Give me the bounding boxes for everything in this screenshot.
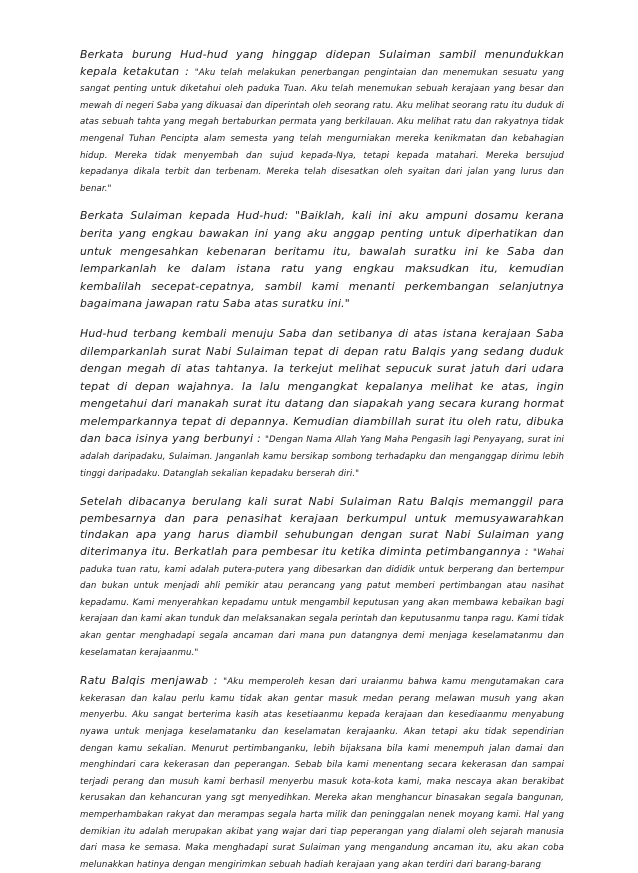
paragraph-quote-text: "Wahai paduka tuan ratu, kami adalah putera-putera yang dibesarkan dan dididik untuk berperang dan bertempur dan bukan untuk menjadi ahli pemikir atau perancang yang patut memberi pertimbangan atau nasihat kepadamu. Kami menyerahkan kepadamu untuk mengambil keputusan yang akan membawa kebaikan bagi kerajaan dan kami akan tunduk dan melaksanakan segala perintah dan keputusanmu tanpa ragu. Kami tidak akan gentar menghadapi segala ancaman dari mana pun datangnya demi menjaga keselamatanmu dan keselamatan kerajaanmu." [80,548,564,658]
paragraph-quote-text: "Aku memperoleh kesan dari uraianmu bahwa kamu mengutamakan cara kekerasan dan kalau perlu kamu tidak akan gentar masuk medan perang melawan musuh yang akan menyerbu. Aku sangat berterima kasih atas kesetiaanmu kepada kerajaan dan kesediaanmu menyabung nyawa untuk menjaga keselamatanku dan keselamatan kerajaanku. Akan tetapi aku tidak sependirian dengan kamu sekalian. Menurut pertimbanganku, lebih bijaksana bila kami menempuh jalan damai dan menghindari cara kekerasan dan peperangan. Sebab bila kami menentang secara kekerasan dan sampai terjadi perang dan musuh kami berhasil menyerbu masuk kota-kota kami, maka nescaya akan berakibat kerusakan dan kehancuran yang sgt menyedihkan. Mereka akan menghancur binasakan segala bangunan, memperhambakan rakyat dan merampas segala harta milik dan peninggalan nenek moyang kami. Hal yang demikian itu adalah merupakan akibat yang wajar dari tiap peperangan yang dialami oleh sejarah manusia dari masa ke semasa. Maka menghadapi surat Sulaiman yang mengandung ancaman itu, aku akan coba melunakkan hatinya dengan mengirimkan sebuah hadiah kerajaan yang akan terdiri dari barang-barang [80,677,564,870]
paragraph-council-advice [80,494,564,661]
paragraph-lead-text: Berkata burung Hud-hud yang hinggap didepan Sulaiman sambil menundukkan kepala ketakutan : [80,48,564,78]
paragraph-sulaiman-reply [80,208,564,314]
paragraph-lead-text: Hud-hud terbang kembali menuju Saba dan setibanya di atas istana kerajaan Saba dilemparkanlah surat Nabi Sulaiman tepat di depan ratu Balqis yang sedang duduk dengan megah di atas tahtanya. Ia terkejut melihat sepucuk surat jatuh dari udara tepat di depan wajahnya. Ia lalu mengangkat kepalanya melihat ke atas, ingin mengetahui dari manakah surat itu datang dan siapakah yang secara kurang hormat melemparkannya tepat di depannya. Kemudian diambillah surat itu oleh ratu, dibuka dan baca isinya yang berbunyi : [80,326,564,446]
paragraph-lead-text: Berkata Sulaiman kepada Hud-hud: "Baiklah, kali ini aku ampuni dosamu kerana berita yang engkau bawakan ini yang aku anggap penting untuk diperhatikan dan untuk mengesahkan kebenaran beritamu itu, bawalah suratku ini ke Saba dan lemparkanlah ke dalam istana ratu yang engkau maksudkan itu, kemudian kembalilah secepat-cepatnya, sambil kami menanti perkembangan selanjutnya bagaimana jawapan ratu Saba atas suratku ini." [80,209,564,311]
paragraph-lead-text: Setelah dibacanya berulang kali surat Nabi Sulaiman Ratu Balqis memanggil para pembesarnya dan para penasihat kerajaan berkumpul untuk memusyawarahkan tindakan apa yang harus diambil sehubungan dengan surat Nabi Sulaiman yang diterimanya itu. Berkatlah para pembesar itu ketika diminta petimbangannya : [80,495,564,559]
paragraph-balqis-answer [80,673,564,873]
paragraph-quote-text: "Aku telah melakukan penerbangan pengintaian dan menemukan sesuatu yang sangat penting untuk diketahui oleh paduka Tuan. Aku telah menemukan sebuah kerajaan yang besar dan mewah di negeri Saba yang dikuasai dan diperintah oleh seorang ratu. Aku melihat seorang ratu itu duduk di atas sebuah tahta yang megah bertaburkan permata yang berkilauan. Aku melihat ratu dan rakyatnya tidak mengenal Tuhan Pencipta alam semesta yang telah mengurniakan mereka kenikmatan dan kebahagian hidup. Mereka tidak menyembah dan sujud kepada-Nya, tetapi kepada matahari. Mereka bersujud kepadanya dikala terbit dan terbenam. Mereka telah disesatkan oleh syaitan dari jalan yang lurus dan benar." [80,67,564,194]
paragraph-letter-delivered [80,326,564,482]
paragraph-quote-text: "Dengan Nama Allah Yang Maha Pengasih lagi Penyayang, surat ini adalah daripadaku, Sulaiman. Janganlah kamu bersikap sombong terhadapku dan menganggap dirimu lebih tinggi daripadaku. Datanglah sekalian kepadaku berserah diri." [80,435,564,479]
paragraph-lead-text: Ratu Balqis menjawab : [80,674,224,688]
paragraph-hudhud-report [80,47,564,197]
